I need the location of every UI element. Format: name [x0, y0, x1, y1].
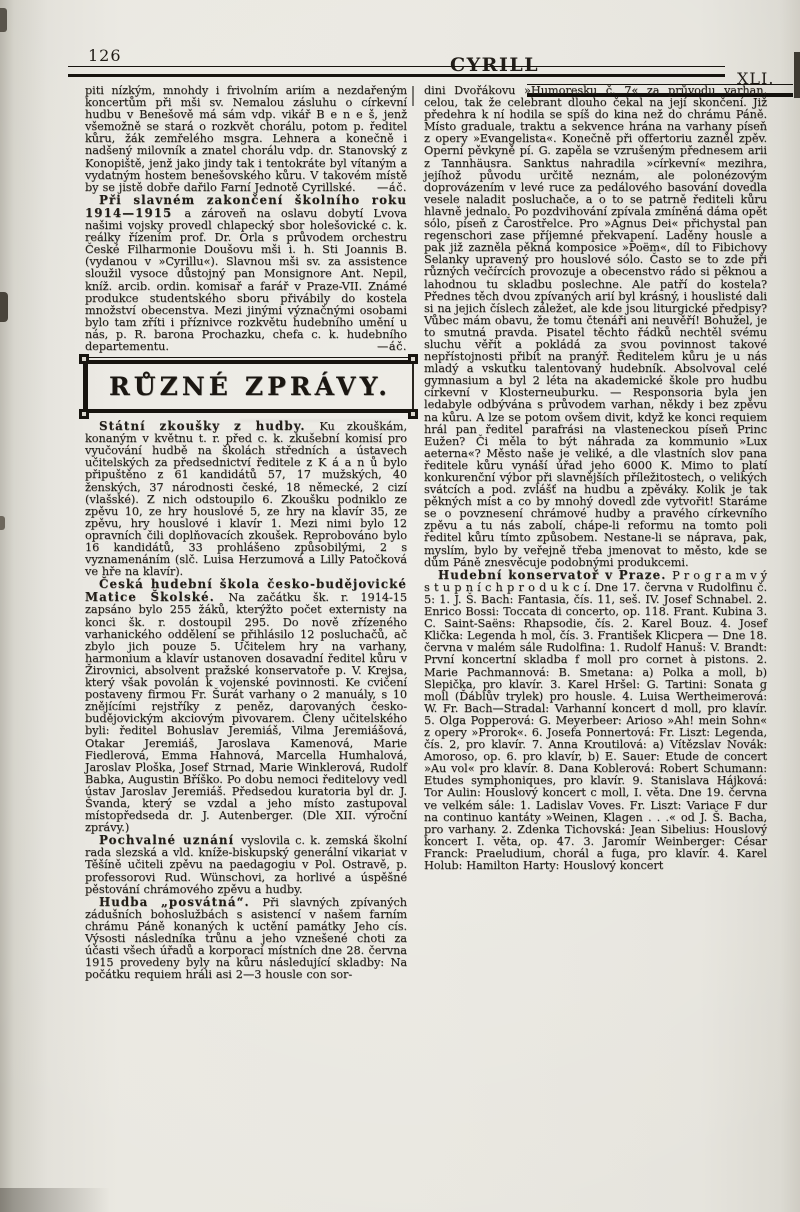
corner-ornament [408, 354, 418, 364]
section-heading-box [83, 360, 414, 413]
ink-bleed-artifact [520, 150, 700, 180]
paragraph: Česká hudební škola česko-budějovické Matice Školské. Na začátku šk. r. 1914-15 zapsáno bylo 255 žáků, kterýžto počet externisty na konci šk. r. dostoupil 295. Do nově zřízeného varhanického oddělení se přihlásilo 12 posluchačů, ač zbylo jich pouze 5. Učitelem hry na varhany, harmonium a klavír ustanoven dosavadní ředitel kůru v Žirovnici, absolvent pražské konservatoře p. V. Krejsa, který však povolán k vojenské povinnosti. Ke cvičení postaveny firmou Fr. Šurát varhany o 2 manuály, s 10 znějícími rejstříky z peněz, darovaných česko-budějovickým akciovým pivovarem. Členy učitelského byli: ředitel Bohuslav Jeremiáš, Vilma Jeremiášová, Otakar Jeremiáš, Jaroslava Kamenová, Marie Fiedlerová, Emma Hahnová, Marcella Humhalová, Jaroslav Ploška, Josef Strnad, Marie Winklerová, Rudolf Babka, Augustin Bříško. Po dobu nemoci ředitelovy vedl ústav Jaroslav Jeremiáš. Předsedou kuratoria byl dr. J. Švanda, který se vzdal a jeho místo zastupoval místopředseda dr. J. Autenberger. (Dle XII. výroční zprávy.) [85, 577, 408, 835]
author-signature: —áč. [377, 180, 407, 194]
paragraph: Hudební konservatoř v Praze. P r o g r a m v ý s t u p n í c h p r o d u k c í. Dne 17. června v Rudolfinu č. 5: 1. J. Š. Bach: Fantasia, čís. 11, seš. IV. Josef Schnabel. 2. Enrico Bossi: Toccata di concerto, op. 118. Frant. Kubina 3. C. Saint-Saëns: Rhapsodie, čís. 2. Karel Bouz. 4. Josef Klička: Legenda h mol, čís. 3. František Klicpera — Dne 18. června v malém sále Rudolfina: 1. Rudolf Hanuš: V. Brandt: První koncertní skladba f moll pro cornet à pistons. 2. Marie Pachmannová: B. Smetana: a) Polka a moll, b) Slepička, pro klavír. 3. Karel Hršel: G. Tartini: Sonata g moll (Ďáblův trylek) pro housle. 4. Luisa Wertheimerová: W. Fr. Bach—Stradal: Varhanní koncert d moll, pro klavír. 5. Olga Popperová: G. Meyerbeer: Arioso »Ah! mein Sohn« z opery »Prorok«. 6. Josefa Ponnertová: Fr. Liszt: Legenda, čís. 2, pro klavír. 7. Anna Kroutilová: a) Vítězslav Novák: Amoroso, op. 6. pro klavír, b) E. Sauer: Etude de concert »Au vol« pro klavír. 8. Dana Koblerová: Robert Schumann: Etudes symphoniques, pro klavír. 9. Stanislava Hájková: Tor Aulin: Houslový koncert c moll, I. věta. Dne 19. června ve velkém sále: 1. Ladislav Voves. Fr. Liszt: Variace F dur na continuo kantáty »Weinen, Klagen . . .« od J. Š. Bacha, pro varhany. 2. Zdenka Tichovská: Jean Sibelius: Houslový koncert I. věta, op. 47. 3. Jaromír Weinberger: César Franck: Praeludium, chorál a fuga, pro klavír. 4. Karel Holub: Hamilton Harty: Houslový koncert [424, 567, 767, 872]
journal-title: CYRILL [450, 54, 540, 76]
ink-bleed-artifact [240, 420, 400, 460]
scan-artifact [794, 52, 800, 98]
paragraph-lead: Při slavném zakončení školního roku 1914—1915 [85, 192, 407, 220]
section-heading: RŮZNÉ ZPRÁVY. [109, 372, 391, 402]
header-rule [68, 66, 725, 77]
corner-ornament [79, 409, 89, 419]
author-signature: —áč. [377, 339, 407, 353]
paragraph-lead: Hudební konservatoř v Praze. [438, 567, 673, 582]
paragraph-lead: Státní zkoušky z hudby. [99, 419, 320, 434]
paragraph: Státní zkoušky z hudby. Ku zkouškám, konaným v květnu t. r. před c. k. zkušební komisí pro vyučování hudbě na školách středních a ústavech učitelských za předsednictví ředitele z K á a n ů bylo připuštěno z 61 kandidátů 57, 17 mužských, 40 ženských, 37 národnosti české, 18 německé, 2 cizí (vlašské). Z nich odstoupilo 6. Zkoušku podniklo ze zpěvu 10, ze hry houslové 5, ze hry na klavír 35, ze zpěvu, hry houslové i klavír 1. Mezi nimi bylo 12 opravních čili doplňovacích zkoušek. Reprobováno bylo 16 kandidátů, 33 prohlášeno způsobilými, 2 s vyznamenáním (slč. Luisa Herzumová a Lilly Patočková ve hře na klavír). [85, 419, 407, 579]
corner-ornament [408, 409, 418, 419]
scan-artifact [0, 1188, 110, 1212]
volume-number: XLI. [737, 69, 775, 88]
right-column [424, 85, 767, 872]
paragraph: piti nízkým, mnohdy i frivolním ariím a nezdařeným koncertům při mši sv. Nemalou zásluhu o církevní hudbu v Benešově má sám vdp. vikář B e n e š, jenž všemožně se stará o rozkvět chorálu, potom p. ředitel kůru, žák zemřelého msgra. Lehnera a konečně i nadšený milovník a znatel chorálu vdp. dr. Stanovský z Konopiště, jenž jako jindy tak i tentokráte byl vítaným a vydatným hostem benešovského kůru. V takovém místě by se jistě dobře dařilo Farní Jednotě Cyrillské. —áč. [85, 84, 407, 194]
paragraph-lead: Pochvalné uznání [99, 833, 242, 848]
corner-ornament [79, 354, 89, 364]
left-column [85, 85, 407, 981]
paragraph: Hudba „posvátná“. Při slavných zpívaných zádušních bohoslužbách s asistencí v našem farním chrámu Páně konaných k uctění památky Jeho cís. Výsosti následníka trůnu a jeho vznešené choti za účasti všech úřadů a korporací místních dne 28. června 1915 provedeny byly na kůru následující skladby: Na počátku requiem hráli asi 2—3 housle con sor- [85, 894, 407, 982]
paragraph: Při slavném zakončení školního roku 1914—1915 a zároveň na oslavu dobytí Lvova našimi vojsky provedl chlapecký sbor holešovické c. k. reálky řízením prof. Dr. Orla s průvodem orchestru České Filharmonie Doušovu mši i. h. Sti Joannis B. (vydanou v »Cyrillu«). Slavnou mši sv. za assistence sloužil vysoce důstojný pan Monsignore Ant. Nepil, kníž. arcib. ordin. komisař a farář v Praze-VII. Známé produkce studentského sboru přivábily do kostela množství obecenstva. Mezi jinými význačnými osobami bylo tam zříti i příznivce rozkvětu hudebního umění u nás, p. R. barona Prochazku, chefa c. k. hudebního departementu. —áč. [85, 192, 407, 353]
paragraph: Pochvalné uznání vyslovila c. k. zemská školní rada slezská a vld. kníže-biskupský generální vikariat v Těšíně učiteli zpěvu na paedagogiu v Pol. Ostravě, p. professorovi Rud. Wünschovi, za horlivé a úspěšné pěstování chrámového zpěvu a hudby. [85, 833, 407, 896]
scan-artifact [0, 292, 8, 322]
paragraph-lead: Hudba „posvátná“. [99, 894, 263, 909]
column-divider-mark [412, 86, 414, 106]
paragraph-lead: Česká hudební škola česko-budějovické Matice Školské. [85, 577, 407, 605]
scan-artifact [0, 8, 7, 32]
page-number: 126 [88, 46, 122, 65]
paragraph: dini Dvořákovu »Humoresku č. 7« za průvodu varhan, celou, tak že celebrant dlouho čekal na její skončení. Již předehra k ní hodila se spíš do kina než do chrámu Páně. Místo graduale, traktu a sekvence hrána na varhany píseň z opery »Evangelista«. Konečně při offertoriu zazněl zpěv. Operní pěvkyně pí. G. zapěla se vzrušeným přednesem arii z Tannhäusra. Sanktus nahradila »církevní« mezihra, jejíhož původu určitě neznám, ale polonézovým doprovázením v levé ruce za pedálového basování dovedla vesele naladit posluchače, a o to se patrně řediteli kůru hlavně jednalo. Po pozdvihování zpívala zmíněná dáma opět sólo, píseň z Čarostřelce. Pro »Agnus Dei« přichystal pan regenschori zase příjemné překvapení. Laděny housle a pak již zazněla pěkná komposice »Poëm«, díl to Fibichovy Selanky upravený pro houslové sólo. Často se to zde při různých večírcích provozuje a obecenstvo rádo si pěknou a lahodnou tu skladbu poslechne. Ale patří do kostela? Přednes těch dvou zpívaných arií byl krásný, i houslisté dali si na jejich číslech záležet, ale kde jsou liturgické předpisy? Vůbec mám obavu, že tomu čtenáři ani neuvěří! Bohužel, je to smutná pravda. Pisatel těchto řádků nechtěl svému sluchu věřit a pokládá za svou povinnost takové nepřístojnosti přibít na pranýř. Ředitelem kůru je u nás mladý a vskutku talentovaný hudebník. Absolvoval celé gymnasium a byl 2 léta na akademické škole pro hudbu církevní v Klosterneuburku. — Responsoria byla jen ledabyle odbývána s průvodem varhan, někdy i bez zpěvu na kůru. A lze se potom ovšem divit, když ke konci requiem hrál pan ředitel parafrási na vlasteneckou píseň Princ Eužen? Či měla to být náhrada za kommunio »Lux aeterna«? Město naše je veliké, a dle vlastních slov pana ředitele kůru vynáší úřad jeho 6000 K. Mimo to platí konkurenční výbor při slavnějších příležitostech, o velikých svátcích a pod. zvlášť na hudbu a zpěváky. Kolik je tak pěkných míst a co by mnohý dovedl zde vytvořit! Staráme se o povznesení chrámové hudby a pravého církevního zpěvu a tu nás zabolí, chápe-li reformu na tomto poli ředitel kůru tímto způsobem. Nestane-li se náprava, pak, myslím, bylo by veřejně třeba jmenovat to město, kde se dům Páně znesvěcuje podobnými produkcemi. [424, 84, 767, 569]
scan-artifact [0, 516, 5, 530]
